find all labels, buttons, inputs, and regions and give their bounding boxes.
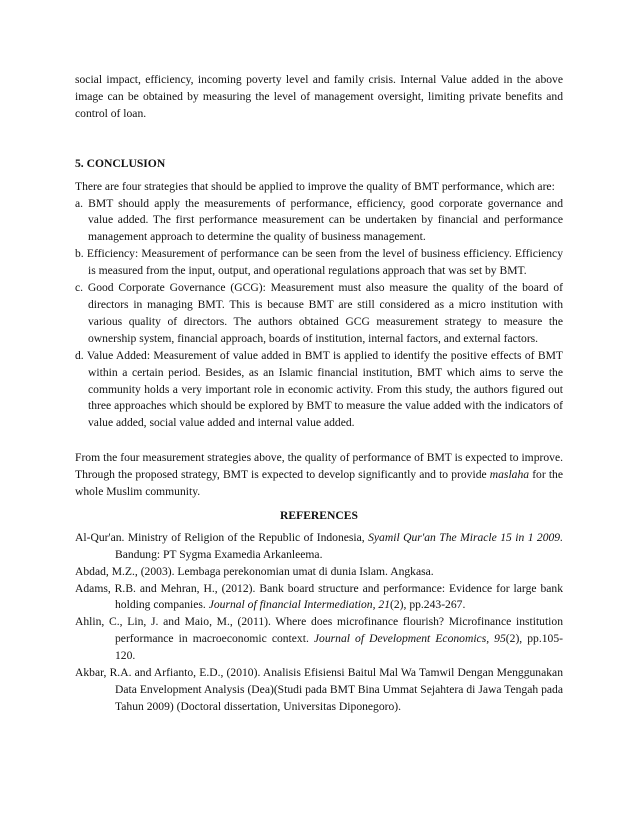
reference-entry [75,564,563,581]
reference-text-end: Bandung: PT Sygma Examedia Arkanleema. [115,547,323,561]
list-item-b: b. Efficiency: Measurement of performance can be seen from the level of business efficiency. Efficiency is measured from the input, output, and operational regulations approach that was set by BMT. [75,247,563,278]
closing-italic: maslaha [489,468,530,482]
list-item-a: a. BMT should apply the measurements of performance, efficiency, good corporate governance and value added. The first performance measurement can be undertaken by financial and performance management approach to determine the quality of business management. [75,196,563,244]
list-item-d: d. Value Added: Measurement of value added in BMT is applied to identify the positive effects of BMT within a certain period. Besides, as an Islamic financial institution, BMT which aims to serve the community holds a very important role in economic activity. From this study, the authors figured out three approaches which should be explored by BMT to measure the value added with the indicators of value added, social value added and internal value added. [75,348,563,430]
reference-text: Ahlin, C., Lin, J. and Maio, M., (2011). Where does microfinance flourish? Microfinance institution performance in macroeconomic context. [75,615,563,646]
references-heading: REFERENCES [280,508,358,522]
reference-text-end: (2), pp.105-120. [115,632,564,663]
reference-text: Al-Qur'an. Ministry of Religion of the Republic of Indonesia, [75,530,369,544]
section-heading: 5. CONCLUSION [75,156,166,170]
reference-entry [75,530,563,564]
document-page [75,62,563,716]
reference-text: Akbar, R.A. and Arfianto, E.D., (2010). Analisis Efisiensi Baitul Mal Wa Tamwil Dengan Menggunakan Data Envelopment Analysis (Dea)(Studi pada BMT Bina Ummat Sejahtera di Jawa Tengah pada Tahun 2009) (Doctoral dissertation, Universitas Diponegoro). [75,666,563,713]
reference-entry [75,614,563,665]
intro-paragraph: social impact, efficiency, incoming poverty level and family crisis. Internal Value added in the above image can be obtained by measuring the level of management oversight, limiting private benefits and control of loan. [75,73,563,120]
closing-paragraph [75,450,563,501]
conclusion-lead: There are four strategies that should be applied to improve the quality of BMT performance, which are: [75,179,555,193]
reference-text-end: (2), pp.243-267. [390,598,466,612]
reference-text: Adams, R.B. and Mehran, H., (2012). Bank board structure and performance: Evidence for large bank holding companies. [75,581,563,612]
list-item-c: c. Good Corporate Governance (GCG): Measurement must also measure the quality of the board of directors in managing BMT. This is because BMT are still considered as a micro institution with various quality of directors. The authors obtained GCG measurement strategy to measure the ownership system, financial approach, boards of institution, internal factors, and external factors. [75,281,563,345]
reference-text: Abdad, M.Z., (2003). Lembaga perekonomian umat di dunia Islam. Angkasa. [75,564,434,578]
reference-entry [75,581,563,615]
reference-italic: Journal of Development Economics, 95 [313,632,506,646]
reference-italic: Journal of financial Intermediation, 21 [208,598,390,612]
reference-entry [75,665,563,716]
closing-text-end: for the whole Muslim community. [75,468,563,499]
reference-italic: Syamil Qur'an The Miracle 15 in 1 2009. [368,530,563,544]
closing-text: From the four measurement strategies above, the quality of performance of BMT is expected to improve. Through the proposed strategy, BMT is expected to develop significantly and to provide [75,451,563,482]
